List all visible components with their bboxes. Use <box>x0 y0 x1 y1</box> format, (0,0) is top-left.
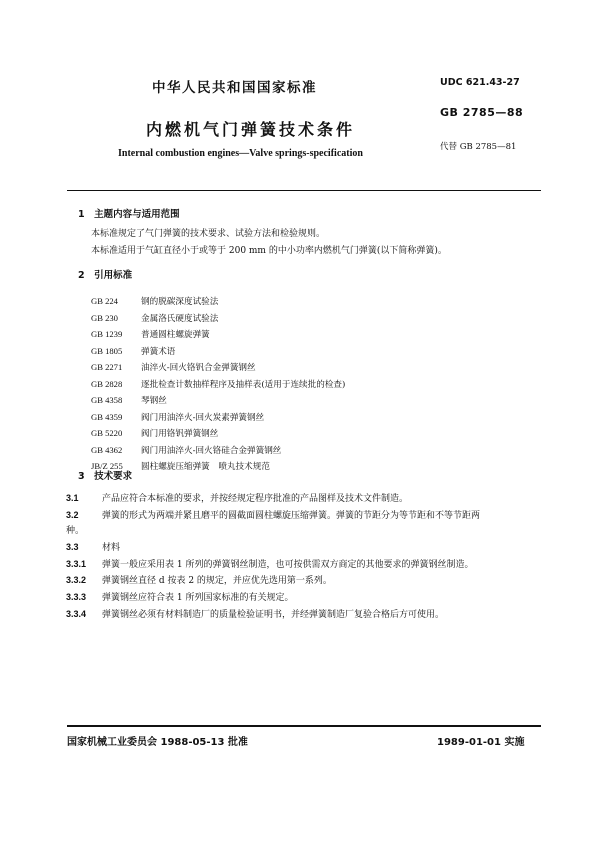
clause-3-1 <box>66 491 408 504</box>
ref-title: 钢的脱碳深度试验法 <box>141 297 219 307</box>
clause-3-3-1 <box>66 557 473 570</box>
ref-code: GB 4362 <box>91 444 123 455</box>
gb-number: GB 2785—88 <box>440 106 524 119</box>
section-1-paragraph-1: 本标准规定了气门弹簧的技术要求、试验方法和检验规则。 <box>91 229 326 239</box>
footer-divider <box>67 725 541 727</box>
ref-code: GB 230 <box>91 312 118 323</box>
standard-name: 中华人民共和国国家标准 <box>152 80 317 96</box>
ref-code: GB 2271 <box>91 362 123 372</box>
clause-text: 弹簧钢丝直径 d 按表 2 的规定，并应优先选用第一系列。 <box>102 576 332 586</box>
ref-code: GB 4359 <box>91 411 123 422</box>
ref-code: JB/Z 255 <box>91 461 123 471</box>
ref-title: 金属洛氏硬度试验法 <box>141 313 219 324</box>
clause-text: 弹簧钢丝应符合表 1 所列国家标准的有关规定。 <box>102 593 294 603</box>
section-2-heading: 2 引用标准 <box>78 270 133 281</box>
list-item <box>91 410 345 427</box>
clause-number: 3.1 <box>66 493 79 503</box>
clause-3-3-2 <box>66 573 332 586</box>
clause-3-2 <box>66 508 480 521</box>
replaces-note: 代替 GB 2785—81 <box>440 142 517 152</box>
clause-3-3-3 <box>66 590 293 603</box>
list-item <box>91 311 345 328</box>
ref-code: GB 1239 <box>91 329 123 339</box>
clause-3-3 <box>66 540 120 553</box>
ref-code: GB 224 <box>91 296 118 306</box>
header-divider <box>67 190 541 191</box>
reference-list <box>91 294 345 476</box>
section-1-heading: 1 主题内容与适用范围 <box>78 209 180 220</box>
list-item <box>91 327 345 344</box>
ref-title: 阀门用油淬火-回火炭素弹簧钢丝 <box>141 412 265 423</box>
clause-number: 3.3.1 <box>66 559 87 569</box>
clause-number: 3.2 <box>66 510 79 520</box>
ref-title: 阀门用油淬火-回火铬硅合金弹簧钢丝 <box>141 445 282 456</box>
list-item <box>91 377 345 394</box>
ref-code: GB 2828 <box>91 378 123 389</box>
list-item <box>91 426 345 443</box>
section-3-heading: 3 技术要求 <box>78 471 133 482</box>
document-title-english: Internal combustion engines—Valve springs-specification <box>118 148 363 159</box>
ref-title: 逐批检查计数抽样程序及抽样表(适用于连续批的检查) <box>141 379 346 390</box>
clause-number: 3.3 <box>66 542 79 552</box>
implementation-date: 1989-01-01 实施 <box>437 737 525 748</box>
clause-3-2-continued: 种。 <box>66 526 85 536</box>
clause-text: 产品应符合本标准的要求，并按经规定程序批准的产品图样及技术文件制造。 <box>102 494 409 504</box>
section-1-paragraph-2: 本标准适用于气缸直径小于或等于 200 mm 的中小功率内燃机气门弹簧(以下简称弹簧)。 <box>91 246 447 256</box>
list-item <box>91 443 345 460</box>
ref-code: GB 5220 <box>91 428 123 438</box>
ref-title: 弹簧术语 <box>141 346 176 357</box>
list-item <box>91 393 345 410</box>
clause-number: 3.3.3 <box>66 592 87 602</box>
clause-number: 3.3.2 <box>66 575 87 585</box>
approval-date: 国家机械工业委员会 1988-05-13 批准 <box>67 737 248 748</box>
ref-title: 普通圆柱螺旋弹簧 <box>141 330 210 340</box>
clause-3-3-4 <box>66 607 444 620</box>
ref-code: GB 4358 <box>91 395 123 405</box>
list-item <box>91 294 345 311</box>
ref-title: 油淬火-回火铬钒合金弹簧钢丝 <box>141 363 256 373</box>
list-item <box>91 360 345 377</box>
ref-title: 圆柱螺旋压缩弹簧 喷丸技术规范 <box>141 462 270 472</box>
clause-text: 材料 <box>102 543 121 553</box>
clause-text: 弹簧一般应采用表 1 所列的弹簧钢丝制造，也可按供需双方商定的其他要求的弹簧钢丝制造。 <box>102 560 474 570</box>
clause-text: 弹簧钢丝必须有材料制造厂的质量检验证明书，并经弹簧制造厂复验合格后方可使用。 <box>102 610 445 620</box>
udc-number: UDC 621.43-27 <box>440 77 520 88</box>
clause-text: 弹簧的形式为两端并紧且磨平的圆截面圆柱螺旋压缩弹簧。弹簧的节距分为等节距和不等节距两 <box>102 511 481 521</box>
ref-title: 阀门用铬钒弹簧钢丝 <box>141 429 219 439</box>
list-item <box>91 344 345 361</box>
ref-code: GB 1805 <box>91 345 123 356</box>
ref-title: 琴钢丝 <box>141 396 167 406</box>
clause-number: 3.3.4 <box>66 609 87 619</box>
document-title: 内燃机气门弹簧技术条件 <box>146 120 356 139</box>
